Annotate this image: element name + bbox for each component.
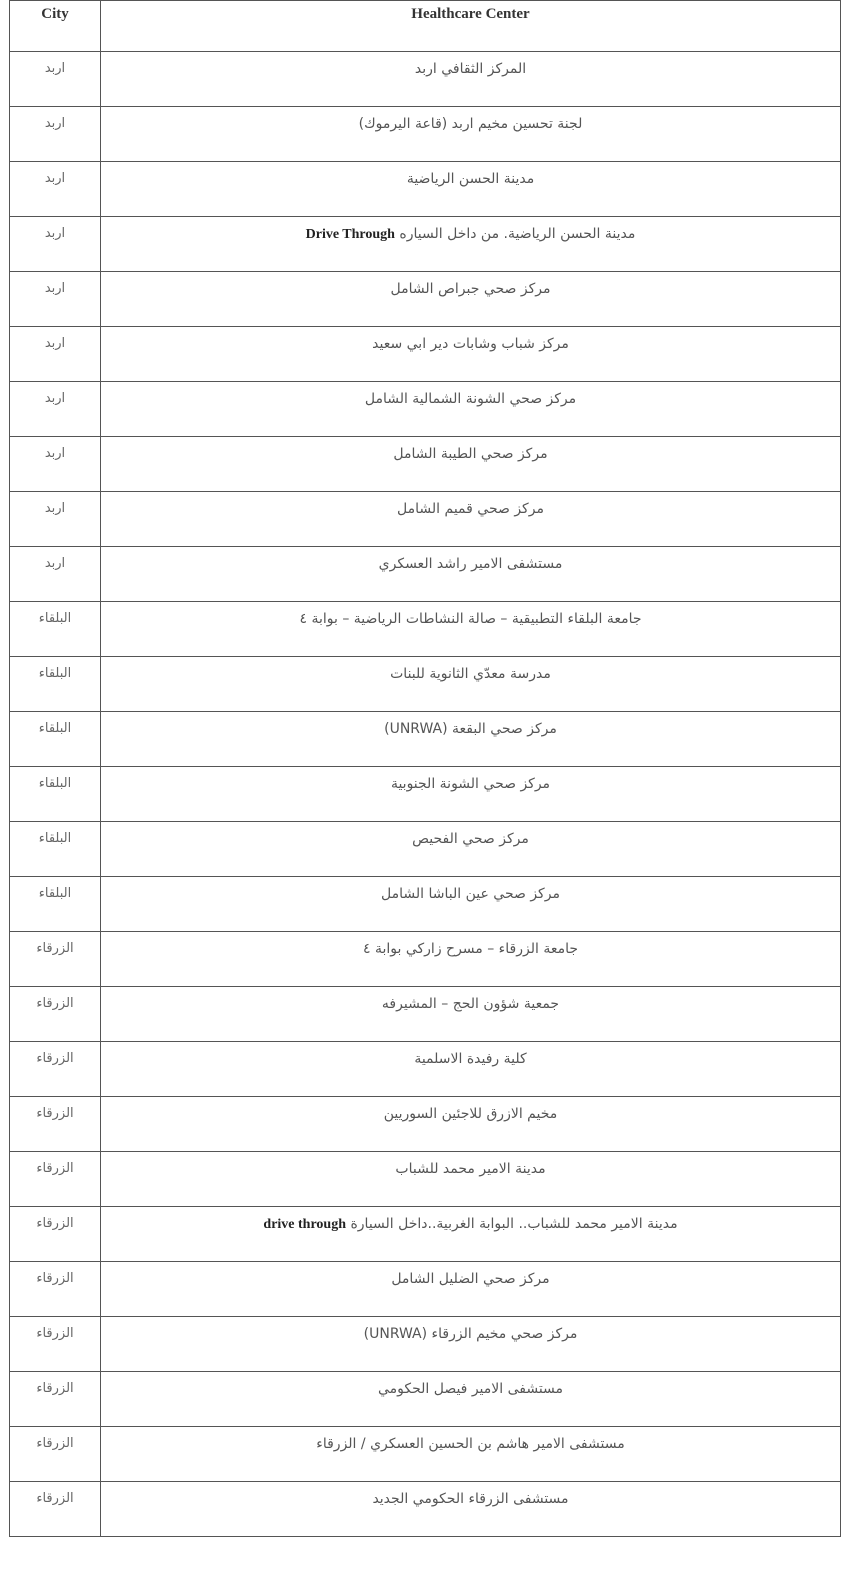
table-row <box>10 987 841 1042</box>
healthcare-center-name: مدينة الامير محمد للشباب.. البوابة الغربية..داخل السيارة <box>350 1216 678 1232</box>
healthcare-center-text <box>382 996 559 1012</box>
city-cell: اربد <box>10 437 101 492</box>
healthcare-center-text <box>384 721 557 737</box>
healthcare-center-cell <box>101 877 841 932</box>
city-cell: اربد <box>10 327 101 382</box>
healthcare-center-name: جمعية شؤون الحج – المشيرفه <box>381 996 560 1012</box>
city-cell: الزرقاء <box>10 1427 101 1482</box>
healthcare-center-cell <box>101 1152 841 1207</box>
healthcare-center-cell <box>101 657 841 712</box>
table-row <box>10 547 841 602</box>
healthcare-center-text <box>391 281 551 297</box>
healthcare-center-name: مركز صحي جبراص الشامل <box>390 281 551 297</box>
table-row <box>10 1152 841 1207</box>
table-body <box>10 52 841 1537</box>
city-cell: الزرقاء <box>10 1262 101 1317</box>
healthcare-center-cell <box>101 1262 841 1317</box>
city-cell: الزرقاء <box>10 1482 101 1537</box>
healthcare-center-text <box>364 1326 578 1342</box>
healthcare-center-name: مدينة الحسن الرياضية <box>406 171 535 187</box>
healthcare-center-text <box>316 1436 624 1452</box>
healthcare-center-cell <box>101 217 841 272</box>
healthcare-center-cell <box>101 1097 841 1152</box>
healthcare-center-name: مخيم الازرق للاجئين السوريين <box>383 1106 558 1122</box>
healthcare-center-name: مركز صحي الطيبة الشامل <box>393 446 548 462</box>
city-cell: البلقاء <box>10 602 101 657</box>
city-cell: الزرقاء <box>10 1152 101 1207</box>
healthcare-center-text <box>363 941 578 957</box>
table-row <box>10 1482 841 1537</box>
healthcare-center-text <box>379 556 563 572</box>
healthcare-center-name: جامعة الزرقاء – مسرح زاركي بوابة ٤ <box>362 941 578 957</box>
city-cell: اربد <box>10 162 101 217</box>
healthcare-center-name: مركز صحي البقعة (UNRWA) <box>384 721 557 737</box>
healthcare-center-cell <box>101 767 841 822</box>
table-row <box>10 1372 841 1427</box>
city-cell: البلقاء <box>10 877 101 932</box>
healthcare-centers-table-wrapper <box>9 0 840 1537</box>
table-row <box>10 327 841 382</box>
healthcare-center-name: مدرسة معدّي الثانوية للبنات <box>390 666 551 682</box>
table-row <box>10 712 841 767</box>
healthcare-center-text <box>381 886 560 902</box>
city-cell: الزرقاء <box>10 987 101 1042</box>
healthcare-center-cell <box>101 1207 841 1262</box>
city-cell: اربد <box>10 492 101 547</box>
city-cell: الزرقاء <box>10 1097 101 1152</box>
header-row <box>10 1 841 52</box>
table-row <box>10 822 841 877</box>
healthcare-center-text <box>359 116 583 132</box>
table-row <box>10 492 841 547</box>
healthcare-center-text <box>393 446 547 462</box>
healthcare-center-cell <box>101 1372 841 1427</box>
healthcare-center-cell <box>101 382 841 437</box>
healthcare-center-cell <box>101 822 841 877</box>
healthcare-center-text <box>306 226 636 243</box>
healthcare-center-text <box>412 831 529 847</box>
city-cell: البلقاء <box>10 822 101 877</box>
table-row <box>10 657 841 712</box>
healthcare-center-name: كلية رفيدة الاسلمية <box>414 1051 527 1067</box>
table-row <box>10 1317 841 1372</box>
healthcare-center-name: مستشفى الامير فيصل الحكومي <box>377 1381 564 1397</box>
city-cell: الزرقاء <box>10 932 101 987</box>
healthcare-center-cell <box>101 437 841 492</box>
table-row <box>10 437 841 492</box>
healthcare-center-cell <box>101 932 841 987</box>
healthcare-center-name: المركز الثقافي اربد <box>414 61 527 77</box>
table-row <box>10 162 841 217</box>
healthcare-center-text <box>395 1161 545 1177</box>
healthcare-center-name: مركز صحي عين الباشا الشامل <box>381 886 560 902</box>
healthcare-center-name: مركز صحي الفحيص <box>412 831 529 847</box>
city-cell: اربد <box>10 382 101 437</box>
table-row <box>10 767 841 822</box>
healthcare-center-text <box>263 1216 677 1233</box>
healthcare-center-cell <box>101 272 841 327</box>
city-cell: اربد <box>10 52 101 107</box>
table-row <box>10 1097 841 1152</box>
healthcare-center-name: مدينة الامير محمد للشباب <box>395 1161 546 1177</box>
healthcare-center-text <box>391 1271 549 1287</box>
healthcare-center-cell <box>101 52 841 107</box>
healthcare-center-name: مدينة الحسن الرياضية. من داخل السياره <box>399 226 636 242</box>
table-row <box>10 217 841 272</box>
table-row <box>10 107 841 162</box>
healthcare-center-cell <box>101 107 841 162</box>
healthcare-center-name: مركز صحي الضليل الشامل <box>391 1271 550 1287</box>
healthcare-center-name: مستشفى الامير هاشم بن الحسين العسكري / الزرقاء <box>316 1436 625 1452</box>
table-row <box>10 932 841 987</box>
healthcare-center-cell <box>101 1427 841 1482</box>
healthcare-center-cell <box>101 602 841 657</box>
table-row <box>10 272 841 327</box>
healthcare-center-text <box>415 61 526 77</box>
healthcare-center-name: مركز صحي قميم الشامل <box>397 501 544 517</box>
healthcare-center-cell <box>101 327 841 382</box>
healthcare-center-name: مركز شباب وشابات دير ابي سعيد <box>372 336 569 352</box>
city-cell: اربد <box>10 217 101 272</box>
healthcare-center-cell <box>101 1042 841 1097</box>
healthcare-center-name: مستشفى الزرقاء الحكومي الجديد <box>372 1491 569 1507</box>
table-row <box>10 877 841 932</box>
table-row <box>10 382 841 437</box>
table-row <box>10 1042 841 1097</box>
city-cell: الزرقاء <box>10 1372 101 1427</box>
healthcare-center-text <box>299 611 641 627</box>
healthcare-center-text <box>372 336 569 352</box>
city-cell: البلقاء <box>10 767 101 822</box>
city-cell: الزرقاء <box>10 1042 101 1097</box>
table-row <box>10 52 841 107</box>
healthcare-center-text <box>372 1491 568 1507</box>
city-cell: البلقاء <box>10 712 101 767</box>
healthcare-center-name: جامعة البلقاء التطبيقية – صالة النشاطات الرياضية – بوابة ٤ <box>299 611 642 627</box>
healthcare-center-name: مركز صحي الشونة الشمالية الشامل <box>364 391 577 407</box>
city-cell: البلقاء <box>10 657 101 712</box>
healthcare-centers-table <box>9 0 841 1537</box>
healthcare-center-cell <box>101 162 841 217</box>
drive-through-label: Drive Through <box>305 227 395 242</box>
table-row <box>10 602 841 657</box>
table-row <box>10 1427 841 1482</box>
drive-through-label: drive through <box>263 1217 346 1232</box>
healthcare-center-text <box>397 501 544 517</box>
healthcare-center-cell <box>101 547 841 602</box>
healthcare-center-name: مركز صحي مخيم الزرقاء (UNRWA) <box>363 1326 578 1342</box>
healthcare-center-column-header: Healthcare Center <box>101 1 841 52</box>
healthcare-center-text <box>414 1051 526 1067</box>
healthcare-center-cell <box>101 712 841 767</box>
healthcare-center-text <box>391 776 550 792</box>
healthcare-center-name: مركز صحي الشونة الجنوبية <box>390 776 551 792</box>
healthcare-center-text <box>378 1381 563 1397</box>
healthcare-center-name: مستشفى الامير راشد العسكري <box>378 556 563 572</box>
healthcare-center-text <box>407 171 534 187</box>
city-cell: الزرقاء <box>10 1317 101 1372</box>
city-cell: اربد <box>10 272 101 327</box>
table-row <box>10 1262 841 1317</box>
healthcare-center-cell <box>101 1482 841 1537</box>
table-row <box>10 1207 841 1262</box>
healthcare-center-name: لجنة تحسين مخيم اربد (قاعة اليرموك) <box>358 116 583 132</box>
healthcare-center-cell <box>101 1317 841 1372</box>
city-column-header: City <box>10 1 101 52</box>
healthcare-center-cell <box>101 492 841 547</box>
city-cell: الزرقاء <box>10 1207 101 1262</box>
healthcare-center-cell <box>101 987 841 1042</box>
city-cell: اربد <box>10 107 101 162</box>
healthcare-center-text <box>384 1106 557 1122</box>
healthcare-center-text <box>390 666 551 682</box>
city-cell: اربد <box>10 547 101 602</box>
table-header <box>10 1 841 52</box>
healthcare-center-text <box>365 391 576 407</box>
